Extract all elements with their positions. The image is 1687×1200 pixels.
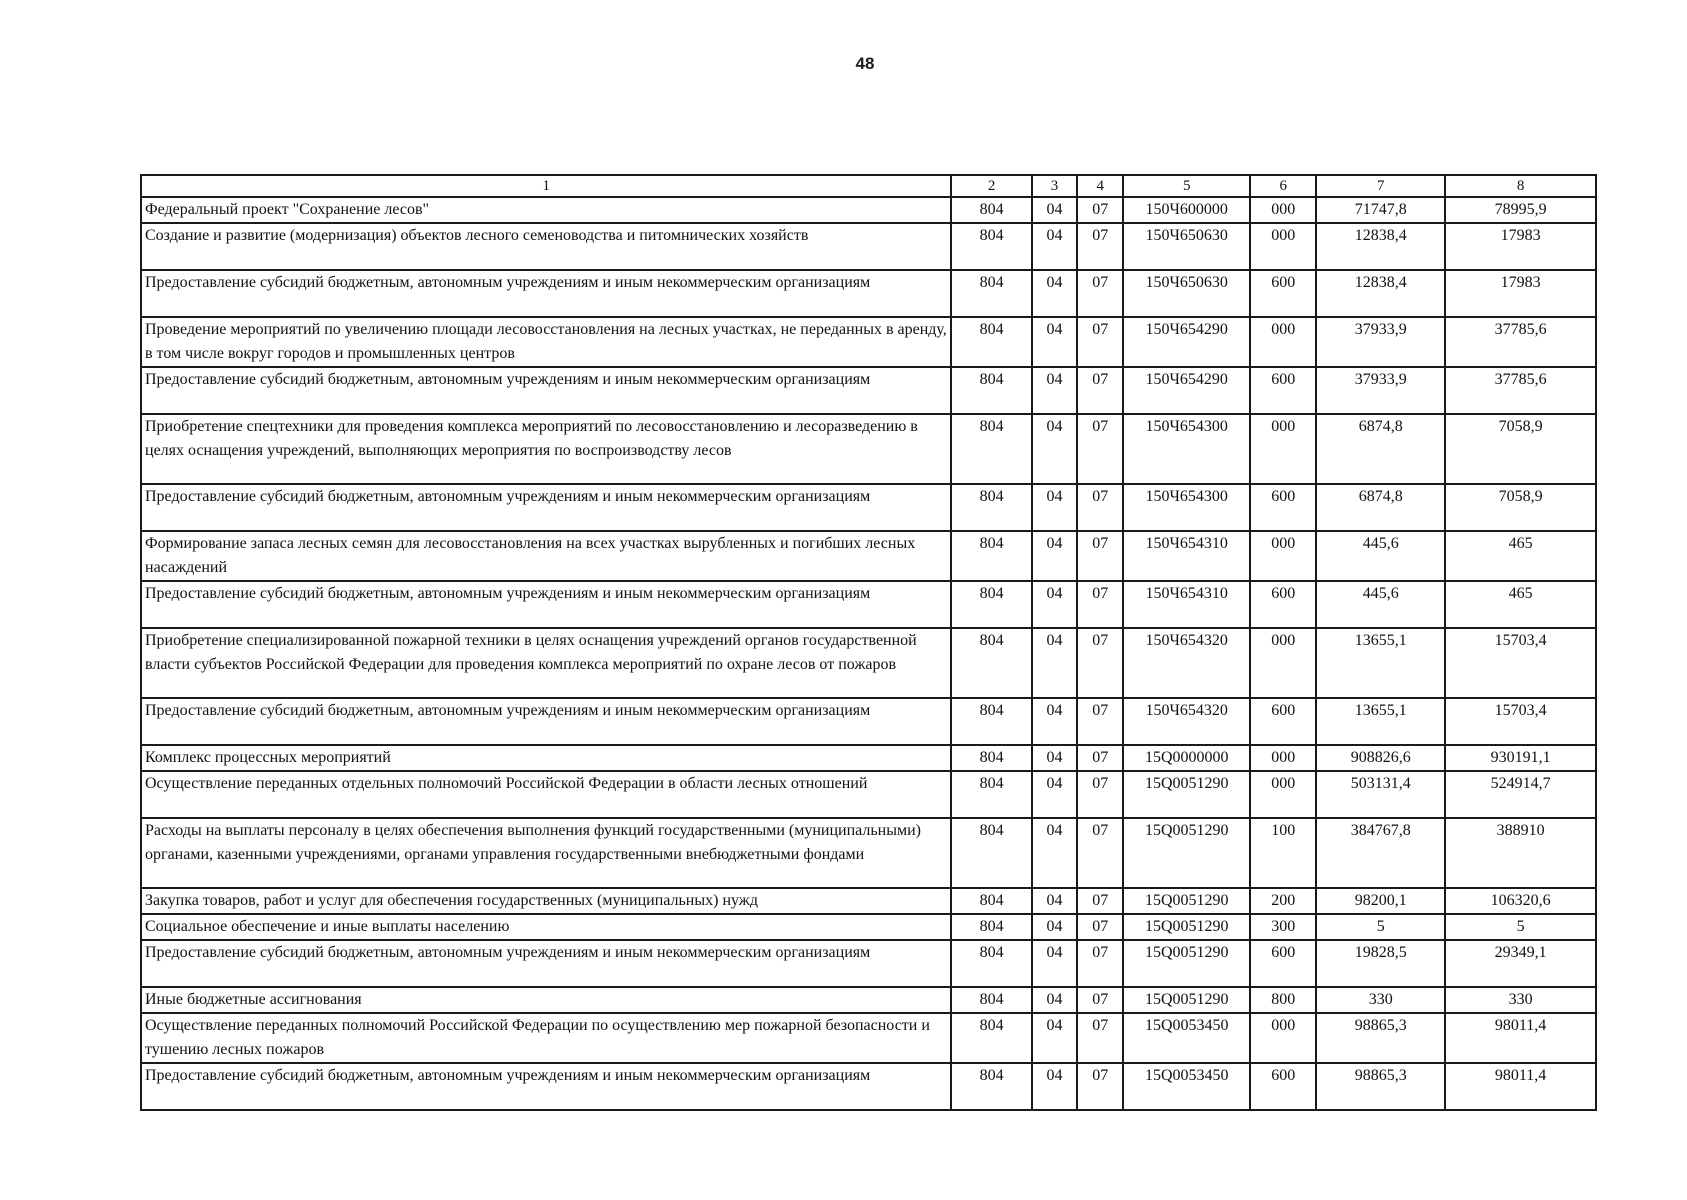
table-row [141, 531, 1596, 581]
row-value-7: 384767,8 [1316, 818, 1445, 888]
row-code-3: 04 [1032, 628, 1077, 698]
row-name: Закупка товаров, работ и услуг для обеспечения государственных (муниципальных) нужд [141, 888, 951, 914]
row-value-7: 445,6 [1316, 581, 1445, 628]
row-code-5: 15Q0051290 [1123, 914, 1250, 940]
row-code-4: 07 [1077, 223, 1123, 270]
table-row [141, 940, 1596, 987]
table-row [141, 414, 1596, 484]
row-value-7: 5 [1316, 914, 1445, 940]
row-code-2: 804 [951, 223, 1031, 270]
row-code-6: 200 [1250, 888, 1316, 914]
row-value-7: 98865,3 [1316, 1013, 1445, 1063]
row-name: Иные бюджетные ассигнования [141, 987, 951, 1013]
row-code-3: 04 [1032, 940, 1077, 987]
row-code-4: 07 [1077, 771, 1123, 818]
row-value-7: 908826,6 [1316, 745, 1445, 771]
row-value-7: 13655,1 [1316, 698, 1445, 745]
row-code-2: 804 [951, 197, 1031, 223]
row-name: Комплекс процессных мероприятий [141, 745, 951, 771]
row-code-3: 04 [1032, 197, 1077, 223]
row-code-4: 07 [1077, 1063, 1123, 1110]
header-col-7: 7 [1316, 175, 1445, 197]
row-value-7: 330 [1316, 987, 1445, 1013]
row-value-8: 15703,4 [1445, 628, 1596, 698]
row-code-4: 07 [1077, 197, 1123, 223]
row-code-3: 04 [1032, 270, 1077, 317]
row-code-4: 07 [1077, 987, 1123, 1013]
row-code-6: 600 [1250, 1063, 1316, 1110]
row-value-8: 930191,1 [1445, 745, 1596, 771]
row-name: Предоставление субсидий бюджетным, автономным учреждениям и иным некоммерческим организациям [141, 484, 951, 531]
row-code-2: 804 [951, 581, 1031, 628]
row-value-8: 7058,9 [1445, 484, 1596, 531]
row-value-7: 6874,8 [1316, 414, 1445, 484]
row-code-3: 04 [1032, 531, 1077, 581]
row-code-3: 04 [1032, 367, 1077, 414]
row-code-4: 07 [1077, 581, 1123, 628]
row-code-2: 804 [951, 1063, 1031, 1110]
table-row [141, 698, 1596, 745]
row-code-6: 600 [1250, 581, 1316, 628]
row-value-8: 465 [1445, 531, 1596, 581]
row-name: Федеральный проект "Сохранение лесов" [141, 197, 951, 223]
row-code-6: 000 [1250, 197, 1316, 223]
row-value-8: 330 [1445, 987, 1596, 1013]
row-code-2: 804 [951, 914, 1031, 940]
row-code-5: 150Ч654290 [1123, 367, 1250, 414]
table-header [141, 175, 1596, 197]
row-code-2: 804 [951, 818, 1031, 888]
row-code-3: 04 [1032, 581, 1077, 628]
row-value-7: 19828,5 [1316, 940, 1445, 987]
row-name: Проведение мероприятий по увеличению площади лесовосстановления на лесных участках, не переданных в аренду, в том числе вокруг городов и промышленных центров [141, 317, 951, 367]
table-row [141, 197, 1596, 223]
row-value-8: 15703,4 [1445, 698, 1596, 745]
row-code-5: 150Ч654320 [1123, 698, 1250, 745]
row-code-3: 04 [1032, 1013, 1077, 1063]
header-col-6: 6 [1250, 175, 1316, 197]
row-code-5: 15Q0053450 [1123, 1063, 1250, 1110]
row-code-6: 600 [1250, 698, 1316, 745]
row-code-2: 804 [951, 745, 1031, 771]
row-value-7: 12838,4 [1316, 223, 1445, 270]
row-code-4: 07 [1077, 940, 1123, 987]
row-code-3: 04 [1032, 1063, 1077, 1110]
row-code-5: 15Q0051290 [1123, 987, 1250, 1013]
page-number: 48 [855, 54, 875, 73]
row-code-6: 000 [1250, 745, 1316, 771]
row-name: Приобретение специализированной пожарной техники в целях оснащения учреждений органов государственной власти субъектов Российской Федерации для проведения комплекса мероприятий по охране лесов от пожаров [141, 628, 951, 698]
header-col-5: 5 [1123, 175, 1250, 197]
row-code-6: 100 [1250, 818, 1316, 888]
row-value-8: 388910 [1445, 818, 1596, 888]
row-code-5: 150Ч600000 [1123, 197, 1250, 223]
row-code-4: 07 [1077, 531, 1123, 581]
row-code-4: 07 [1077, 270, 1123, 317]
table-row [141, 818, 1596, 888]
row-name: Создание и развитие (модернизация) объектов лесного семеноводства и питомнических хозяйств [141, 223, 951, 270]
row-value-7: 37933,9 [1316, 317, 1445, 367]
row-code-2: 804 [951, 367, 1031, 414]
row-value-8: 524914,7 [1445, 771, 1596, 818]
row-code-2: 804 [951, 987, 1031, 1013]
row-value-7: 37933,9 [1316, 367, 1445, 414]
row-code-3: 04 [1032, 771, 1077, 818]
budget-table [140, 174, 1597, 1111]
row-code-2: 804 [951, 484, 1031, 531]
row-value-8: 29349,1 [1445, 940, 1596, 987]
row-code-3: 04 [1032, 818, 1077, 888]
table-row [141, 270, 1596, 317]
row-code-2: 804 [951, 270, 1031, 317]
row-code-4: 07 [1077, 414, 1123, 484]
header-col-3: 3 [1032, 175, 1077, 197]
row-value-8: 17983 [1445, 270, 1596, 317]
row-code-6: 000 [1250, 414, 1316, 484]
row-code-4: 07 [1077, 1013, 1123, 1063]
row-code-4: 07 [1077, 745, 1123, 771]
row-code-5: 150Ч654320 [1123, 628, 1250, 698]
row-code-2: 804 [951, 414, 1031, 484]
row-code-3: 04 [1032, 414, 1077, 484]
table-row [141, 745, 1596, 771]
row-code-6: 000 [1250, 628, 1316, 698]
row-value-8: 17983 [1445, 223, 1596, 270]
row-name: Осуществление переданных отдельных полномочий Российской Федерации в области лесных отношений [141, 771, 951, 818]
row-name: Предоставление субсидий бюджетным, автономным учреждениям и иным некоммерческим организациям [141, 698, 951, 745]
table-row [141, 484, 1596, 531]
table-row [141, 987, 1596, 1013]
row-code-5: 15Q0000000 [1123, 745, 1250, 771]
table-row [141, 223, 1596, 270]
row-code-3: 04 [1032, 223, 1077, 270]
row-code-4: 07 [1077, 367, 1123, 414]
header-col-2: 2 [951, 175, 1031, 197]
row-value-8: 106320,6 [1445, 888, 1596, 914]
row-code-6: 000 [1250, 1013, 1316, 1063]
row-code-5: 15Q0051290 [1123, 940, 1250, 987]
row-value-8: 37785,6 [1445, 367, 1596, 414]
table-row [141, 628, 1596, 698]
row-code-2: 804 [951, 628, 1031, 698]
row-name: Предоставление субсидий бюджетным, автономным учреждениям и иным некоммерческим организациям [141, 1063, 951, 1110]
row-code-6: 600 [1250, 367, 1316, 414]
row-code-3: 04 [1032, 698, 1077, 745]
table-row [141, 914, 1596, 940]
row-code-6: 600 [1250, 940, 1316, 987]
row-value-7: 98865,3 [1316, 1063, 1445, 1110]
header-col-8: 8 [1445, 175, 1596, 197]
row-code-6: 800 [1250, 987, 1316, 1013]
row-code-4: 07 [1077, 317, 1123, 367]
row-code-5: 150Ч650630 [1123, 270, 1250, 317]
row-code-4: 07 [1077, 914, 1123, 940]
row-code-5: 15Q0051290 [1123, 771, 1250, 818]
row-code-3: 04 [1032, 317, 1077, 367]
row-value-8: 7058,9 [1445, 414, 1596, 484]
row-name: Формирование запаса лесных семян для лесовосстановления на всех участках вырубленных и погибших лесных насаждений [141, 531, 951, 581]
row-code-5: 150Ч650630 [1123, 223, 1250, 270]
table-row [141, 888, 1596, 914]
row-code-6: 600 [1250, 270, 1316, 317]
table-row [141, 1013, 1596, 1063]
row-value-7: 71747,8 [1316, 197, 1445, 223]
row-name: Осуществление переданных полномочий Российской Федерации по осуществлению мер пожарной безопасности и тушению лесных пожаров [141, 1013, 951, 1063]
row-name: Приобретение спецтехники для проведения комплекса мероприятий по лесовосстановлению и лесоразведению в целях оснащения учреждений, выполняющих мероприятия по воспроизводству лесов [141, 414, 951, 484]
row-code-2: 804 [951, 940, 1031, 987]
row-code-6: 600 [1250, 484, 1316, 531]
row-code-6: 000 [1250, 223, 1316, 270]
row-name: Социальное обеспечение и иные выплаты населению [141, 914, 951, 940]
row-code-4: 07 [1077, 484, 1123, 531]
row-code-5: 15Q0051290 [1123, 888, 1250, 914]
row-code-5: 15Q0051290 [1123, 818, 1250, 888]
row-name: Предоставление субсидий бюджетным, автономным учреждениям и иным некоммерческим организациям [141, 270, 951, 317]
row-code-2: 804 [951, 771, 1031, 818]
row-code-6: 000 [1250, 317, 1316, 367]
row-code-5: 150Ч654300 [1123, 484, 1250, 531]
row-value-7: 13655,1 [1316, 628, 1445, 698]
row-code-5: 150Ч654300 [1123, 414, 1250, 484]
header-row [141, 175, 1596, 197]
row-code-3: 04 [1032, 484, 1077, 531]
header-col-4: 4 [1077, 175, 1123, 197]
row-value-8: 5 [1445, 914, 1596, 940]
row-value-7: 445,6 [1316, 531, 1445, 581]
row-code-4: 07 [1077, 628, 1123, 698]
row-code-3: 04 [1032, 914, 1077, 940]
row-code-4: 07 [1077, 698, 1123, 745]
row-code-6: 000 [1250, 531, 1316, 581]
row-value-7: 6874,8 [1316, 484, 1445, 531]
row-code-3: 04 [1032, 888, 1077, 914]
row-code-6: 000 [1250, 771, 1316, 818]
row-name: Предоставление субсидий бюджетным, автономным учреждениям и иным некоммерческим организациям [141, 367, 951, 414]
table-row [141, 317, 1596, 367]
table-row [141, 367, 1596, 414]
row-code-5: 150Ч654310 [1123, 581, 1250, 628]
table-row [141, 771, 1596, 818]
row-code-6: 300 [1250, 914, 1316, 940]
row-code-4: 07 [1077, 818, 1123, 888]
header-col-1: 1 [141, 175, 951, 197]
row-name: Расходы на выплаты персоналу в целях обеспечения выполнения функций государственными (муниципальными) органами, казенными учреждениями, органами управления государственными внебюджетными фондами [141, 818, 951, 888]
row-value-7: 12838,4 [1316, 270, 1445, 317]
row-value-8: 98011,4 [1445, 1063, 1596, 1110]
row-code-3: 04 [1032, 987, 1077, 1013]
row-code-2: 804 [951, 888, 1031, 914]
row-code-3: 04 [1032, 745, 1077, 771]
row-value-8: 78995,9 [1445, 197, 1596, 223]
row-value-8: 37785,6 [1445, 317, 1596, 367]
row-code-5: 150Ч654310 [1123, 531, 1250, 581]
row-code-5: 150Ч654290 [1123, 317, 1250, 367]
table-body [141, 197, 1596, 1110]
row-name: Предоставление субсидий бюджетным, автономным учреждениям и иным некоммерческим организациям [141, 581, 951, 628]
row-value-7: 98200,1 [1316, 888, 1445, 914]
row-code-2: 804 [951, 698, 1031, 745]
row-code-2: 804 [951, 531, 1031, 581]
row-value-8: 465 [1445, 581, 1596, 628]
row-code-4: 07 [1077, 888, 1123, 914]
row-code-2: 804 [951, 317, 1031, 367]
row-name: Предоставление субсидий бюджетным, автономным учреждениям и иным некоммерческим организациям [141, 940, 951, 987]
table-row [141, 1063, 1596, 1110]
row-code-2: 804 [951, 1013, 1031, 1063]
table-row [141, 581, 1596, 628]
row-value-8: 98011,4 [1445, 1013, 1596, 1063]
row-code-5: 15Q0053450 [1123, 1013, 1250, 1063]
row-value-7: 503131,4 [1316, 771, 1445, 818]
